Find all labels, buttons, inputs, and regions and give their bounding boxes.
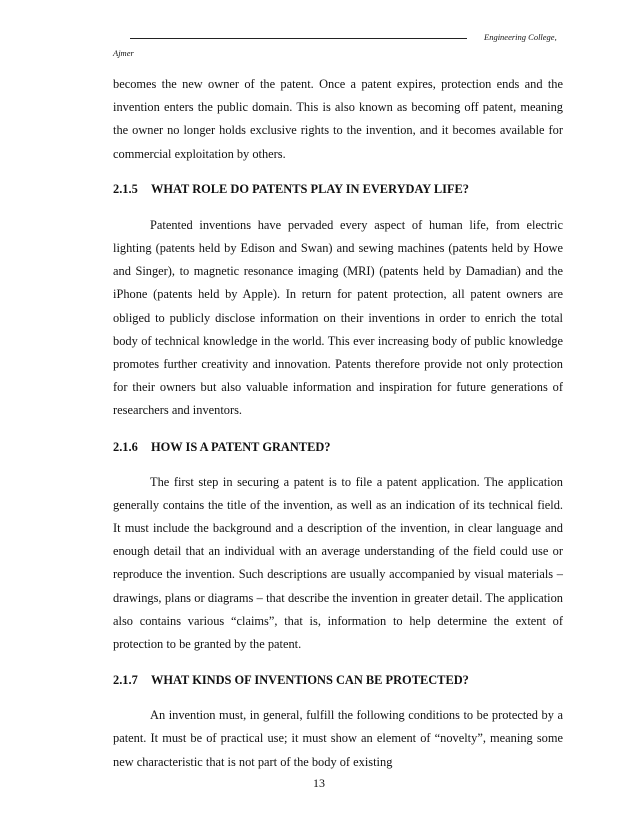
header-location: Ajmer bbox=[113, 48, 134, 58]
section-heading-2-1-5 bbox=[113, 181, 563, 197]
intro-paragraph: becomes the new owner of the patent. Once a patent expires, protection ends and the invention enters the public domain. This is also known as becoming off patent, meaning the owner no longer holds exclusive rights to the invention, and it becomes available for commercial exploitation by others. bbox=[113, 77, 563, 161]
section-number: 2.1.7 bbox=[113, 673, 138, 688]
header-rule bbox=[130, 38, 467, 39]
section-number: 2.1.6 bbox=[113, 439, 138, 454]
header-institution: Engineering College, bbox=[484, 32, 557, 42]
section-heading-2-1-6 bbox=[113, 439, 563, 455]
section-title: HOW IS A PATENT GRANTED? bbox=[151, 439, 331, 454]
section-paragraph-2-1-6: The first step in securing a patent is to file a patent application. The application generally contains the title of the invention, as well as an indication of its technical field. It must include the background and a description of the invention, in clear language and enough detail that an individual with an average understanding of the field could use or reproduce the invention. Such descriptions are usually accompanied by visual materials –drawings, plans or diagrams – that describe the invention in greater detail. The application also contains various “claims”, that is, information to help determine the extent of protection to be granted by the patent. bbox=[113, 474, 563, 652]
section-title: WHAT KINDS OF INVENTIONS CAN BE PROTECTED? bbox=[151, 673, 469, 688]
section-heading-2-1-7 bbox=[113, 672, 563, 688]
section-paragraph-2-1-7: An invention must, in general, fulfill the following conditions to be protected by a patent. It must be of practical use; it must show an element of “novelty”, meaning some new characteristic that is not part of the body of existing bbox=[113, 708, 563, 769]
page-number: 13 bbox=[313, 776, 325, 790]
section-title: WHAT ROLE DO PATENTS PLAY IN EVERYDAY LIFE? bbox=[151, 181, 469, 196]
page-content bbox=[113, 73, 563, 774]
section-number: 2.1.5 bbox=[113, 181, 138, 196]
section-paragraph-2-1-5: Patented inventions have pervaded every aspect of human life, from electric lighting (patents held by Edison and Swan) and sewing machines (patents held by Howe and Singer), to magnetic resonance imaging (MRI) (patents held by Damadian) and the iPhone (patents held by Apple). In return for patent protection, all patent owners are obliged to publicly disclose information on their inventions in order to enrich the total body of technical knowledge in the world. This ever increasing body of public knowledge promotes further creativity and innovation. Patents therefore provide not only protection for their owners but also valuable information and inspiration for future generations of researchers and inventors. bbox=[113, 217, 563, 418]
